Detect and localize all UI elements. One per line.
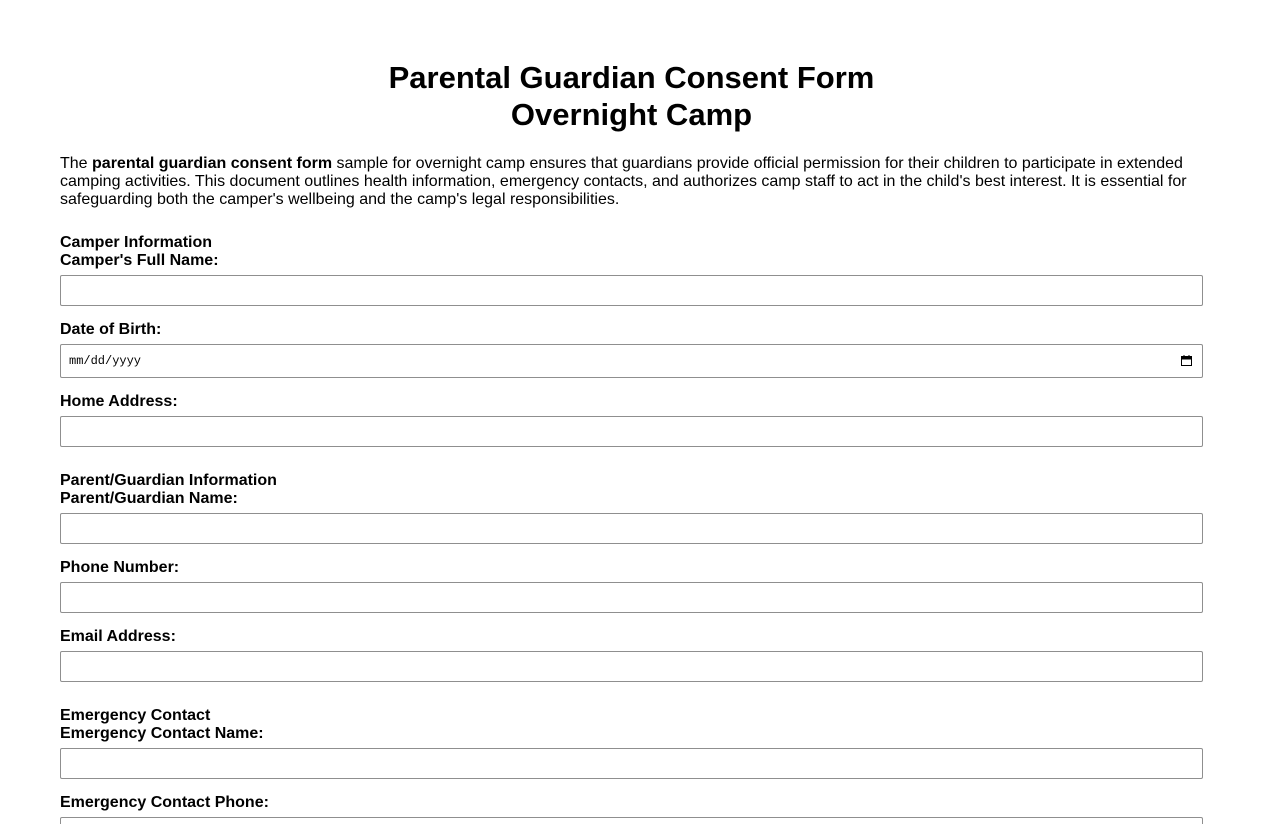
campers-full-name-input[interactable]: [60, 275, 1203, 306]
date-of-birth-label: Date of Birth:: [60, 321, 162, 338]
email-address-label: Email Address:: [60, 628, 176, 645]
calendar-icon[interactable]: [1181, 355, 1192, 366]
intro-bold-term: parental guardian consent form: [92, 155, 333, 172]
date-of-birth-placeholder: mm/dd/yyyy: [69, 354, 142, 368]
emergency-contact-phone-label: Emergency Contact Phone:: [60, 794, 269, 811]
home-address-label: Home Address:: [60, 393, 178, 410]
title-line-2: Overnight Camp: [510, 97, 753, 132]
guardian-name-label: Parent/Guardian Name:: [60, 490, 238, 507]
emergency-contact-name-input[interactable]: [60, 748, 1203, 779]
emergency-contact-phone-input[interactable]: [60, 817, 1203, 824]
home-address-input[interactable]: [60, 416, 1203, 447]
intro-body: sample for overnight camp ensures that guardians provide official permission for their children to participate in extended camping activities. This document outlines health information, emergency contacts, and authorizes camp staff to act in the child's best interest. It is essential for safeguarding both the camper's wellbeing and the camp's legal responsibilities.: [60, 155, 1187, 208]
guardian-name-input[interactable]: [60, 513, 1203, 544]
section-title-camper: Camper Information: [60, 234, 213, 251]
phone-number-label: Phone Number:: [60, 559, 180, 576]
intro-prefix: The: [60, 155, 93, 172]
phone-number-input[interactable]: [60, 582, 1203, 613]
page-title: [0, 59, 1263, 133]
intro-paragraph: [60, 155, 1203, 209]
date-of-birth-input[interactable]: [60, 344, 1203, 378]
campers-full-name-label: Camper's Full Name:: [60, 252, 219, 269]
emergency-contact-name-label: Emergency Contact Name:: [60, 725, 264, 742]
email-address-input[interactable]: [60, 651, 1203, 682]
section-title-guardian: Parent/Guardian Information: [60, 472, 277, 489]
section-title-emergency: Emergency Contact: [60, 707, 211, 724]
title-line-1: Parental Guardian Consent Form: [388, 60, 875, 95]
